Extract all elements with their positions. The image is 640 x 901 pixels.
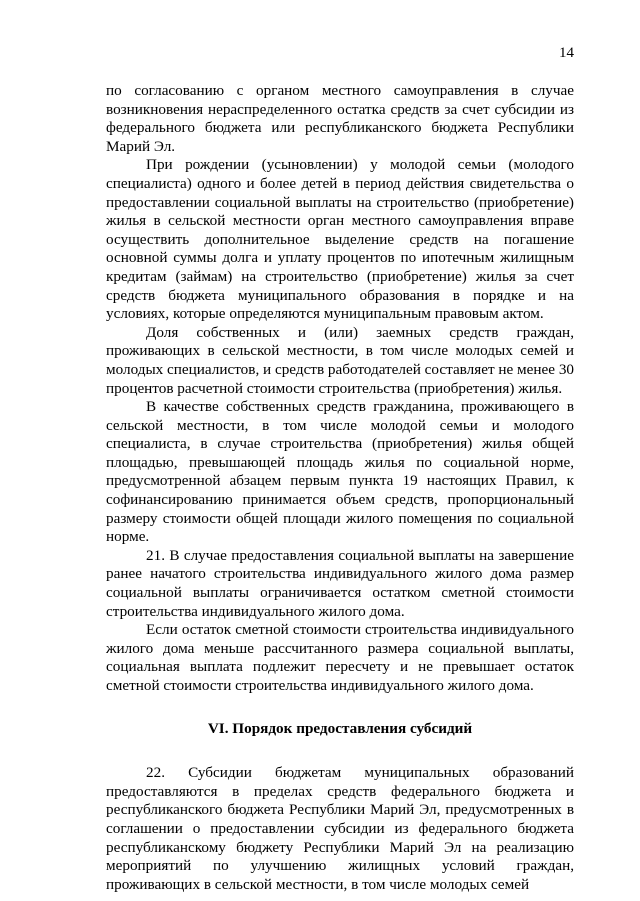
paragraph-item-22: 22. Субсидии бюджетам муниципальных образований предоставляются в пределах средств федерального бюджета и республиканского бюджета Республики Марий Эл, предусмотренных в соглашении о предоставлении субсидии из федерального бюджета республиканскому бюджету Республики Марий Эл на реализацию мероприятий по улучшению жилищных условий граждан, проживающих в сельской местности, в том числе молодых семей [106,764,574,893]
paragraph-recalculation: Если остаток сметной стоимости строительства индивидуального жилого дома меньше рассчитанного размера социальной выплаты, социальная выплата подлежит пересчету и не превышает остаток сметной стоимости строительства индивидуального жилого дома. [106,621,574,694]
paragraph-continuation: по согласованию с органом местного самоуправления в случае возникновения нераспределенного остатка средств за счет субсидии из федерального бюджета или республиканского бюджета Республики Марий Эл. [106,82,574,155]
paragraph-item-21: 21. В случае предоставления социальной выплаты на завершение ранее начатого строительства индивидуального жилого дома размер социальной выплаты ограничивается остатком сметной стоимости строительства индивидуального жилого дома. [106,546,574,620]
section-heading: VI. Порядок предоставления субсидий [207,719,473,737]
document-body [106,82,574,894]
paragraph-own-funds-share: Доля собственных и (или) заемных средств граждан, проживающих в сельской местности, в том числе молодых семей и молодых специалистов, и средств работодателей составляет не менее 30 процентов расчетной стоимости строительства (приобретения) жилья. [106,323,575,397]
page-number: 14 [559,45,574,61]
paragraph-birth-adoption: При рождении (усыновлении) у молодой семьи (молодого специалиста) одного и более детей в период действия свидетельства о предоставлении социальной выплаты на строительство (приобретение) жилья в сельской местности орган местного самоуправления вправе осуществить дополнительное выделение средств на погашение основной суммы долга и уплату процентов по ипотечным жилищным кредитам (займам) на строительство (приобретение) жилья за счет средств бюджета муниципального образования в порядке и на условиях, которые определяются муниципальным правовым актом. [106,156,574,323]
paragraph-own-funds-cofinancing: В качестве собственных средств гражданина, проживающего в сельской местности, в том числе молодой семьи и молодого специалиста, в случае строительства (приобретения) жилья общей площадью, превышающей площадь жилья по социальной норме, предусмотренной абзацем первым пункта 19 настоящих Правил, к софинансированию принимается объем средств, пропорциональный размеру стоимости общей площади жилого помещения по социальной норме. [106,398,574,546]
